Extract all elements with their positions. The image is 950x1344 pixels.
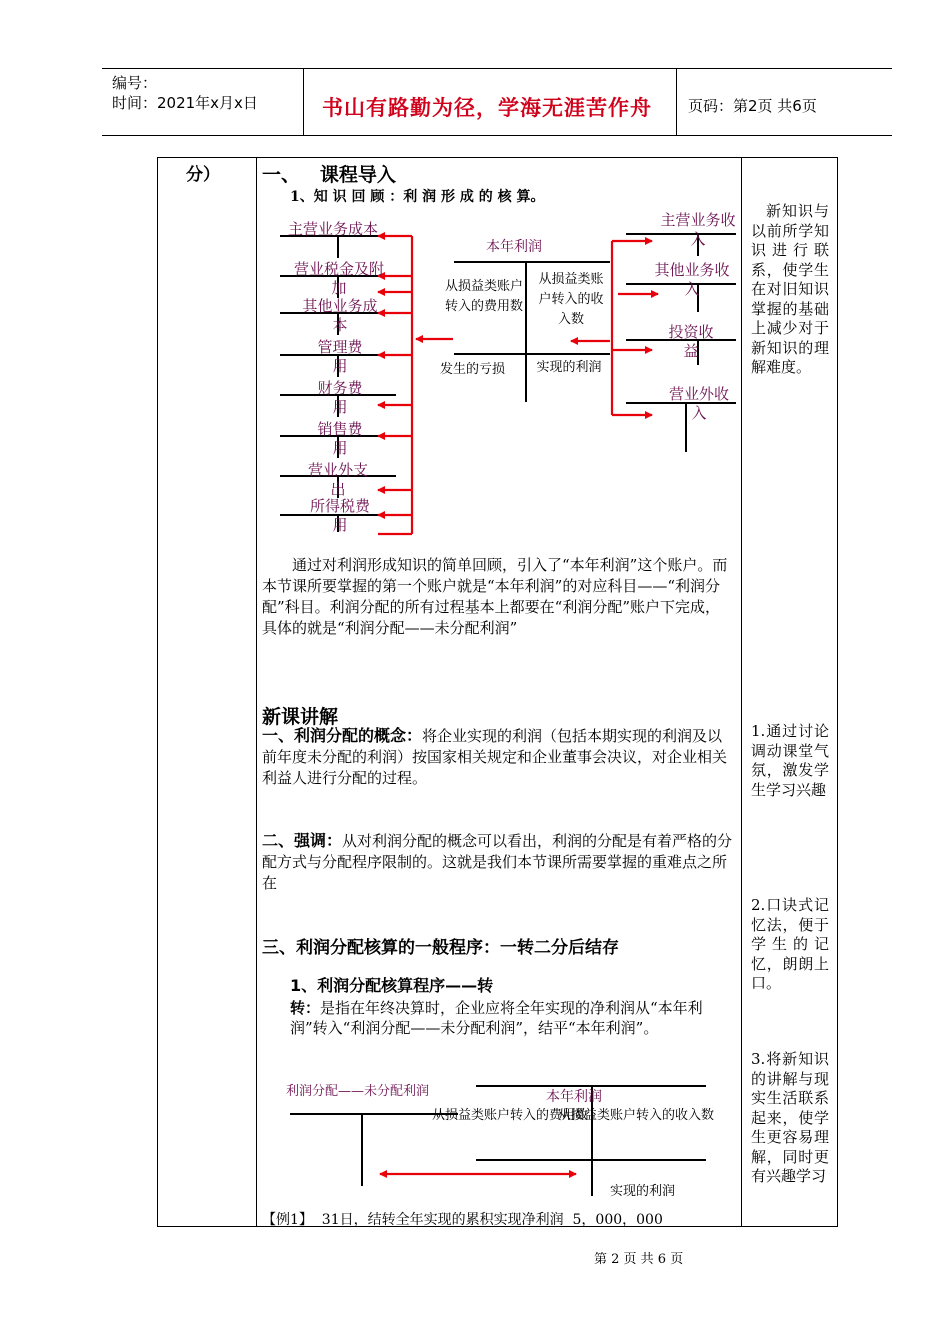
expense-account-2: 其他业务成本 — [302, 297, 378, 334]
expense-account-4: 财务费用 — [317, 379, 363, 416]
d2-right-bottom: 实现的利润 — [610, 1184, 676, 1199]
income-account-2: 投资收益 — [668, 323, 714, 360]
concept-paragraph — [262, 725, 734, 789]
page-label: 页码：第2页 共6页 — [688, 97, 817, 115]
side-note-2: 1.通过讨论调动课堂气氛，激发学生学习兴趣 — [751, 722, 829, 799]
center-left-bottom: 发生的亏损 — [440, 362, 506, 377]
header-motto: 书山有路勤为径，学海无涯苦作舟 — [322, 95, 652, 120]
center-account: 本年利润 — [486, 239, 542, 255]
time-label: 时间：2021年x月x日 — [112, 94, 258, 112]
expense-account-0: 主营业务成本 — [288, 220, 379, 238]
emphasis-title: 二、强调： — [262, 831, 343, 850]
intro-paragraph: 通过对利润形成知识的简单回顾，引入了“本年利润”这个账户。而本节课所要掌握的第一个账户就是“本年利润”的对应科目——“利润分配”科目。利润分配的所有过程基本上都要在“利润分配”账户下完成，具体的就是“利润分配——未分配利润” — [262, 556, 728, 637]
review-title: 1、知 识 回 顾 ：利 润 形 成 的 核 算。 — [290, 189, 545, 205]
income-account-1: 其他业务收入 — [654, 261, 730, 298]
center-left-top: 从损益类账户转入的费用数 — [444, 279, 523, 314]
d2-right-top-right: 从损益类账户转入的收入数 — [558, 1108, 715, 1123]
transfer-paragraph — [290, 998, 734, 1038]
concept-title: 一、利润分配的概念： — [262, 726, 423, 745]
example-1: 【例1】 31日，结转全年实现的累积实现净利润 5，000，000 — [262, 1212, 663, 1228]
expense-account-3: 管理费用 — [317, 338, 363, 375]
footer-page: 第 2 页 共 6 页 — [594, 1252, 684, 1267]
expense-account-6: 营业外支出 — [307, 461, 368, 498]
expense-account-5: 销售费用 — [317, 420, 363, 457]
emphasis-paragraph — [262, 830, 734, 894]
expense-account-7: 所得税费用 — [309, 497, 370, 534]
d2-left-account: 利润分配——未分配利润 — [286, 1084, 430, 1099]
number-label: 编号： — [112, 74, 158, 92]
income-account-3: 营业外收入 — [668, 385, 729, 422]
side-note-1: 新知识与以前所学知识进行联系，使学生在对旧知识掌握的基础上减少对于新知识的理解难度。 — [751, 202, 829, 376]
procedure-title: 三、利润分配核算的一般程序：一转二分后结存 — [262, 938, 619, 958]
income-account-0: 主营业务收入 — [660, 211, 736, 248]
transfer-label: 转： — [290, 999, 321, 1017]
left-col-text: 分） — [186, 165, 220, 185]
emphasis-text: 从对利润分配的概念可以看出，利润的分配是有着严格的分配方式与分配程序限制的。这就是我们本节课所需要掌握的重难点之所在 — [262, 832, 733, 892]
center-right-bottom: 实现的利润 — [536, 360, 602, 375]
d2-right-account: 本年利润 — [546, 1089, 602, 1105]
center-right-top: 从损益类账户转入的收入数 — [538, 272, 604, 327]
side-note-3: 2.口诀式记忆法，便于学生的记忆，朗朗上口。 — [751, 896, 829, 992]
d2-right-top-left: 从损益类账户转入的费用数 — [432, 1108, 589, 1123]
section1-title: 一、 课程导入 — [262, 164, 396, 186]
side-note-4: 3.将新知识的讲解与现实生活联系起来，使学生更容易理解，同时更有兴趣学习 — [751, 1050, 829, 1185]
concept-text: 将企业实现的利润（包括本期实现的利润及以前年度未分配的利润）按国家相关规定和企业董事会决议，对企业相关利益人进行分配的过程。 — [262, 727, 728, 787]
sub1-title: 1、利润分配核算程序——转 — [290, 976, 494, 995]
expense-account-1: 营业税金及附加 — [293, 260, 384, 297]
new-lesson-title: 新课讲解 — [262, 706, 339, 728]
transfer-text: 是指在年终决算时，企业应将全年实现的净利润从“本年利润”转入“利润分配——未分配利润”，结平“本年利润”。 — [290, 999, 703, 1037]
